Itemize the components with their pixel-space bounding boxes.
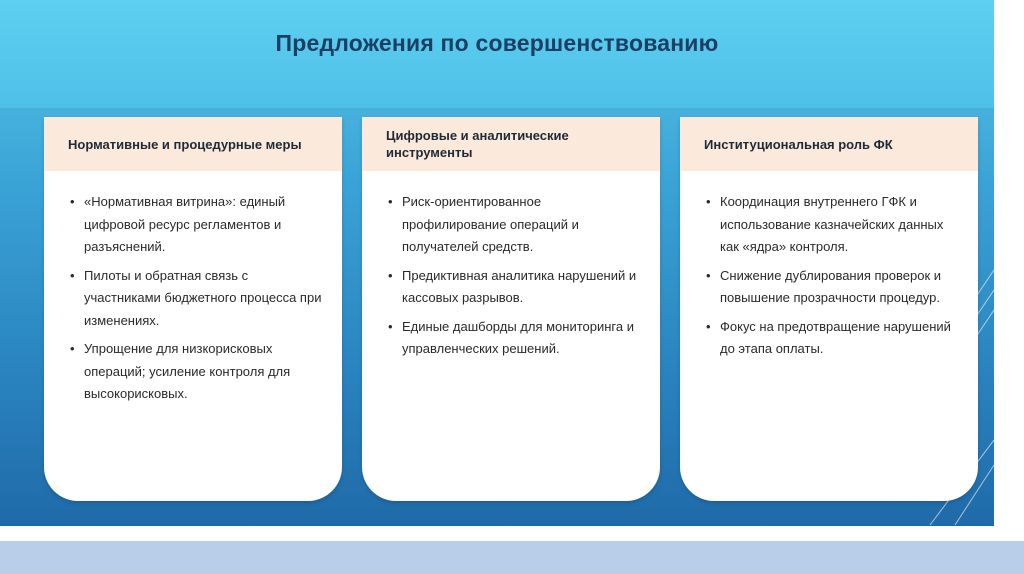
list-item: • Риск-ориентированное профилирование операций и получателей средств. — [388, 191, 640, 259]
list-item: • Единые дашборды для мониторинга и управленческих решений. — [388, 316, 640, 361]
card-heading: Институциональная роль ФК — [680, 117, 978, 171]
list-item: • Пилоты и обратная связь с участниками бюджетного процесса при изменениях. — [70, 265, 322, 333]
bullet-icon: • — [388, 318, 393, 334]
list-item: • Упрощение для низкорисковых операций; усиление контроля для высокорисковых. — [70, 338, 322, 406]
list-item: • «Нормативная витрина»: единый цифровой ресурс регламентов и разъяснений. — [70, 191, 322, 259]
bullet-icon: • — [388, 267, 393, 283]
bullet-icon: • — [706, 318, 711, 334]
bullet-icon: • — [388, 194, 393, 209]
bullet-icon: • — [70, 267, 75, 283]
list-item: • Предиктивная аналитика нарушений и кассовых разрывов. — [388, 265, 640, 310]
bullet-icon: • — [70, 341, 75, 356]
card-heading: Цифровые и аналитические инструменты — [362, 117, 660, 171]
card-normative — [44, 117, 342, 501]
list-item: • Снижение дублирования проверок и повышение прозрачности процедур. — [706, 265, 958, 310]
card-digital — [362, 117, 660, 501]
bullet-icon: • — [706, 194, 711, 209]
list-item: • Фокус на предотвращение нарушений до этапа оплаты. — [706, 316, 958, 361]
bottom-bar — [0, 541, 1024, 574]
card-heading: Нормативные и процедурные меры — [44, 117, 342, 171]
bullet-icon: • — [70, 194, 75, 209]
list-item: • Координация внутреннего ГФК и использование казначейских данных как «ядра» контроля. — [706, 191, 958, 259]
card-institutional — [680, 117, 978, 501]
slide-title: Предложения по совершенствованию — [275, 30, 719, 56]
right-margin — [994, 0, 1024, 541]
bullet-icon: • — [706, 267, 711, 283]
